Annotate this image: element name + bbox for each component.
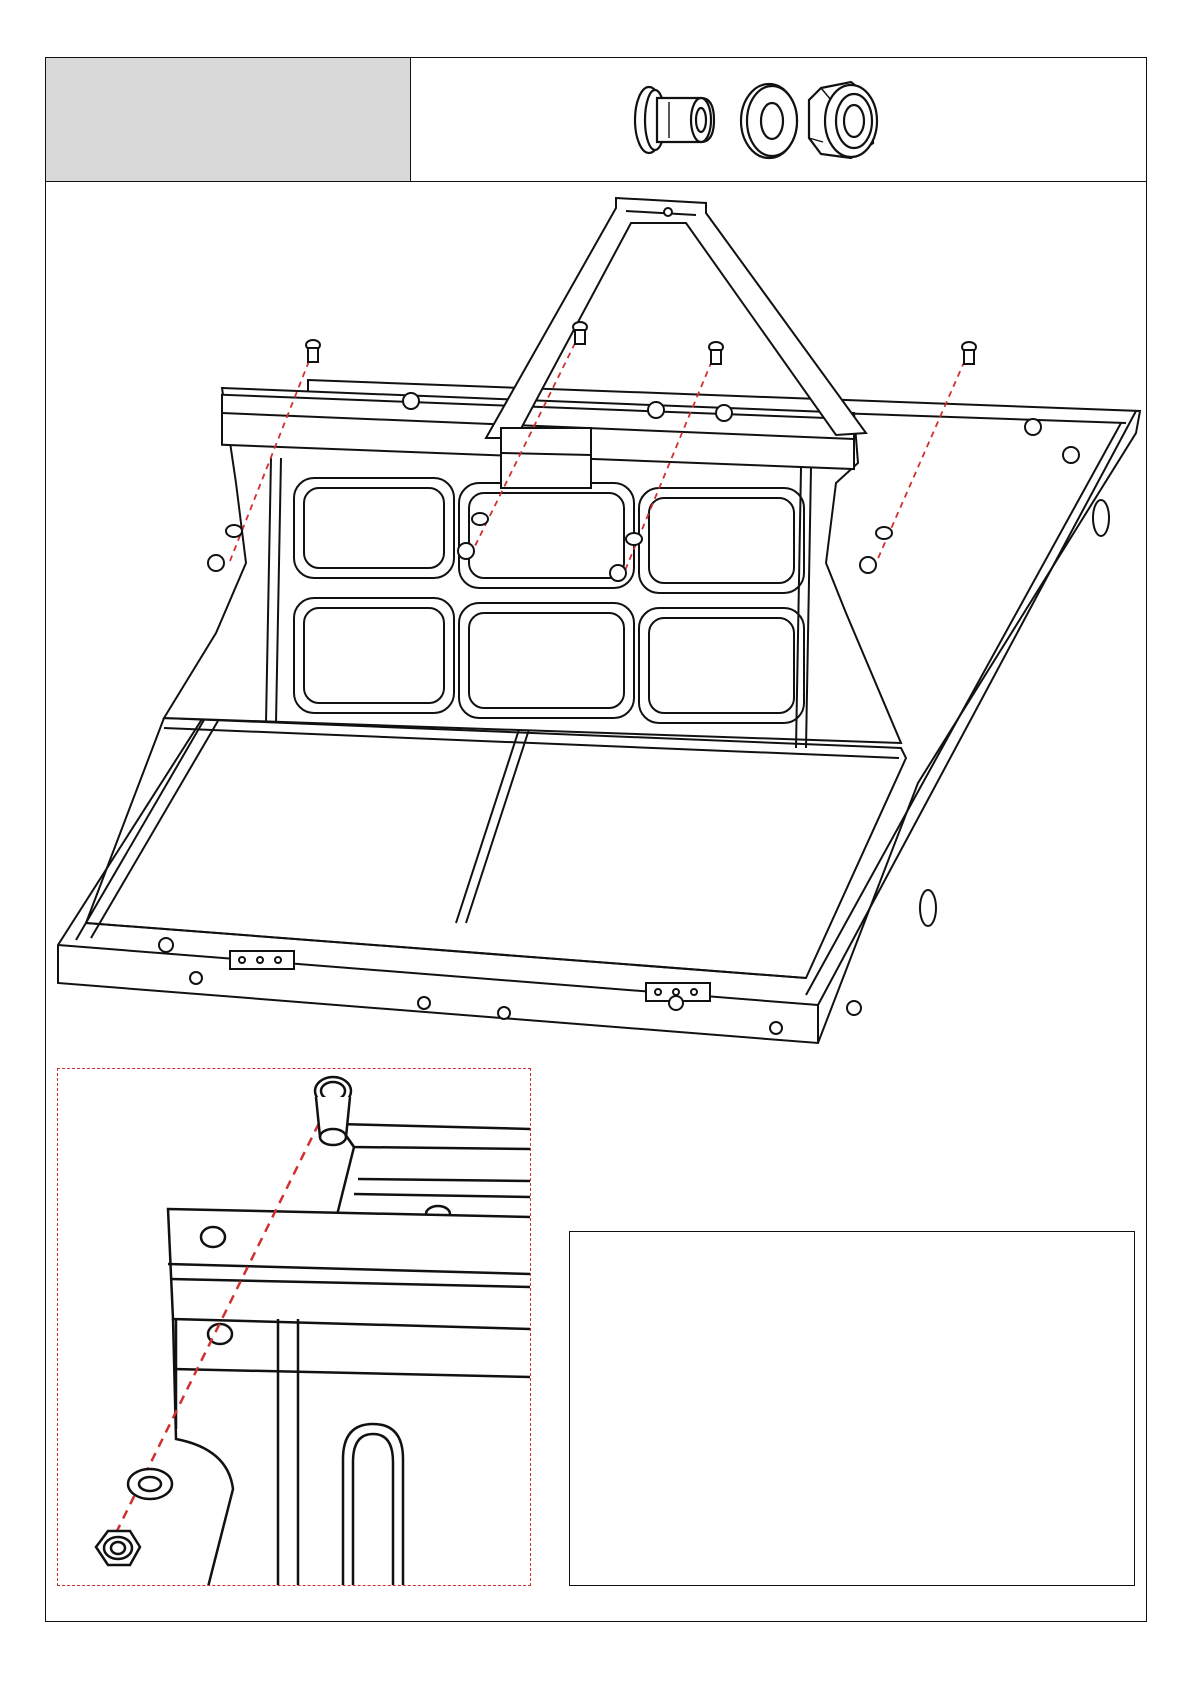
washer-icon: [741, 84, 797, 158]
main-assembly-drawing: [46, 183, 1146, 1063]
detail-bolt-icon: [315, 1077, 351, 1145]
hex-nut-icon: [809, 82, 877, 158]
hardware-cell: [411, 58, 1146, 182]
step-label-cell: [46, 58, 411, 182]
detail-nut-icon: [96, 1531, 140, 1565]
hinge-left: [230, 951, 294, 969]
frame-assembly: [46, 183, 1146, 1063]
detail-washer-icon: [128, 1469, 172, 1499]
note-box: [569, 1231, 1135, 1586]
detail-callout: [57, 1068, 531, 1586]
hardware-parts: [411, 58, 1146, 182]
install-bolts: [306, 322, 976, 364]
detail-closeup-drawing: [58, 1069, 531, 1586]
detail-plate: [168, 1209, 531, 1586]
detail-frame-rails: [320, 1124, 531, 1222]
flange-bolt-icon: [635, 87, 714, 153]
latch-lower-right: [920, 890, 936, 926]
latch-upper-right: [1093, 500, 1109, 536]
